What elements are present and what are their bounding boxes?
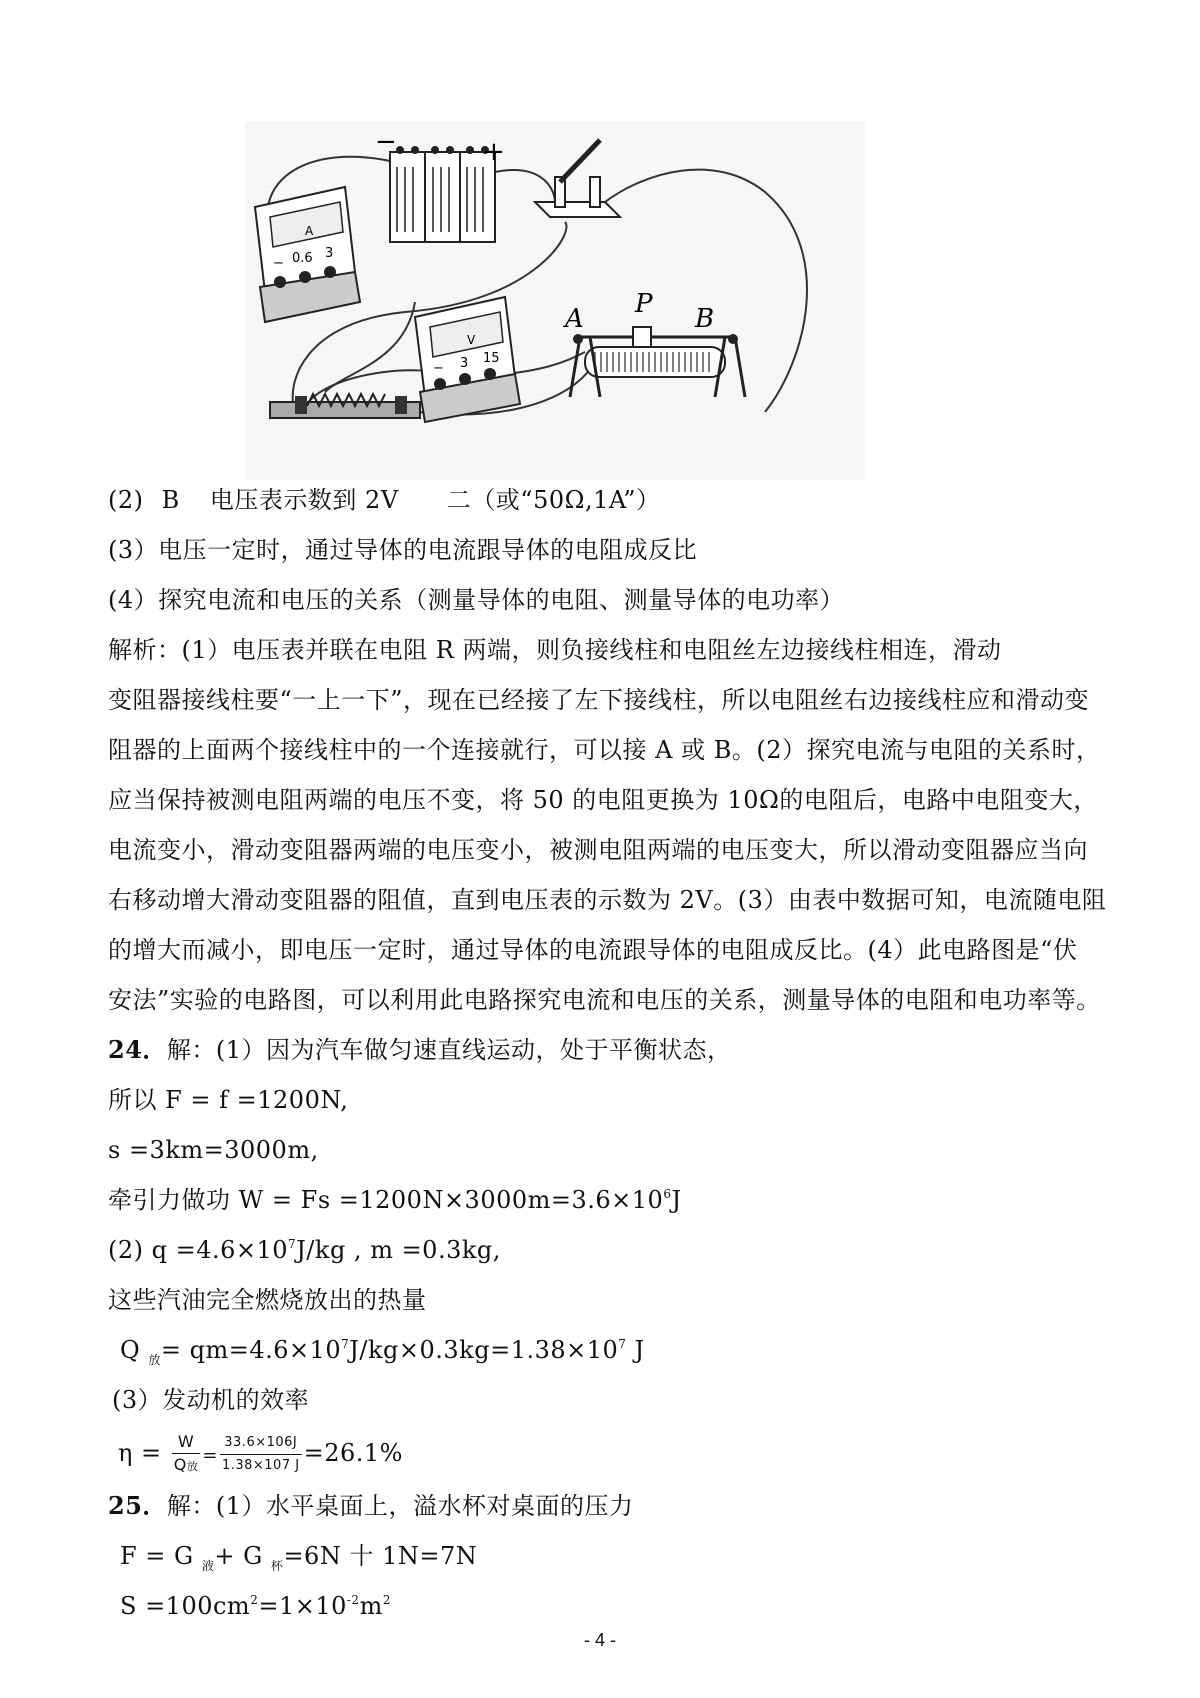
q24-line1 — [108, 1034, 732, 1066]
ammeter-terminal-06: 0.6 — [292, 251, 313, 266]
analysis-line: 安法”实验的电路图，可以利用此电路探究电流和电压的关系，测量导体的电阻和电功率等。 — [108, 986, 1101, 1014]
q24-heat-c: J — [626, 1336, 645, 1364]
answer-q2 — [108, 484, 660, 516]
q24-q-text: (2) q =4.6×10 — [108, 1236, 289, 1264]
q24-fraction-1-den-sub: 放 — [186, 1460, 199, 1473]
q24-line2: 所以 F = f =1200N, — [108, 1086, 349, 1114]
ammeter-terminal-neg: − — [273, 256, 284, 271]
q24-work-text: 牵引力做功 W = Fs =1200N×3000m=3.6×10 — [108, 1186, 664, 1214]
q25-s-mid2: m — [359, 1592, 383, 1620]
q24-heat-exp2: 7 — [618, 1337, 627, 1351]
q24-line6: 这些汽油完全燃烧放出的热量 — [108, 1286, 427, 1314]
q25-f-post: =6N 十 1N=7N — [283, 1542, 478, 1570]
voltmeter-terminal-neg: − — [433, 361, 444, 376]
q25-s-exp3: 2 — [382, 1593, 391, 1607]
voltmeter-unit-label: V — [467, 333, 476, 347]
answer-q2-part: (2) — [108, 486, 144, 514]
rheostat-label-p: P — [635, 289, 653, 319]
q24-line7 — [120, 1334, 645, 1370]
answer-q2-b: 二（或“50Ω,1A”） — [446, 486, 661, 514]
q24-fraction-1 — [172, 1431, 201, 1478]
analysis-line: 应当保持被测电阻两端的电压不变，将 50 的电阻更换为 10Ω的电阻后，电路中电阻变大， — [108, 786, 1098, 814]
rheostat-label-a: A — [565, 304, 584, 334]
q25-f-sub2: 杯 — [270, 1559, 284, 1573]
q24-heat-a: = qm=4.6×10 — [160, 1336, 342, 1364]
q24-line3: s =3km=3000m, — [108, 1136, 319, 1164]
analysis-line: 右移动增大滑动变阻器的阻值，直到电压表的示数为 2V。(3）由表中数据可知，电流随电阻 — [108, 886, 1107, 914]
analysis-line: 阻器的上面两个接线柱中的一个连接就行，可以接 A 或 B。(2）探究电流与电阻的关系时， — [108, 736, 1101, 764]
q24-q-exp: 7 — [288, 1237, 297, 1251]
analysis-line: 解析：(1）电压表并联在电阻 R 两端，则负接线柱和电阻丝左边接线柱相连，滑动 — [108, 636, 1002, 664]
analysis-line: 的增大而减小，即电压一定时，通过导体的电流跟导体的电阻成反比。(4）此电路图是“伏 — [108, 936, 1078, 964]
q25-s-exp1: 2 — [250, 1593, 259, 1607]
q24-fraction-1-den-q: Q — [173, 1455, 187, 1474]
q25-text: 解：(1）水平桌面上，溢水杯对桌面的压力 — [166, 1492, 634, 1520]
answer-q4: (4）探究电流和电压的关系（测量导体的电阻、测量导体的电功率） — [108, 586, 845, 614]
q24-heat-b: J/kg×0.3kg=1.38×10 — [349, 1336, 619, 1364]
ammeter-terminal-3: 3 — [325, 246, 334, 261]
answer-q2-a: 电压表示数到 2V — [209, 486, 399, 514]
q24-work-unit: J — [671, 1186, 682, 1214]
q24-line5 — [108, 1234, 501, 1266]
q24-eta-result: =26.1% — [303, 1439, 403, 1467]
ammeter-unit-label: A — [305, 224, 314, 238]
answer-q2-choice: B — [161, 486, 180, 514]
q25-s-exp2: -2 — [346, 1593, 360, 1607]
q25-s-mid: =1×10 — [258, 1592, 347, 1620]
voltmeter-terminal-15: 15 — [483, 351, 500, 366]
q25-force — [120, 1540, 477, 1576]
q24-text: 解：(1）因为汽车做匀速直线运动，处于平衡状态， — [166, 1036, 732, 1064]
q24-line8: (3）发动机的效率 — [112, 1386, 310, 1414]
q25-s-pre: S =100cm — [120, 1592, 251, 1620]
q24-fraction-2-num: 33.6×106J — [220, 1432, 302, 1455]
circuit-figure — [245, 122, 865, 480]
rheostat-label-b: B — [695, 304, 715, 334]
q24-efficiency: η = $\frac{W}{\text{Q放}}$ = $\frac{33.6\times 106J}{1.38\times 107 J}$ =26.1% — [118, 1430, 403, 1479]
analysis-line: 变阻器接线柱要“一上一下”，现在已经接了左下接线柱，所以电阻丝右边接线柱应和滑动变 — [108, 686, 1090, 714]
analysis-line: 电流变小，滑动变阻器两端的电压变小，被测电阻两端的电压变大，所以滑动变阻器应当向 — [108, 836, 1088, 864]
q24-fraction-1-num: W — [172, 1431, 201, 1454]
circuit-diagram — [245, 122, 865, 480]
q24-qfang-sub: 放 — [148, 1353, 161, 1367]
q24-line4 — [108, 1184, 682, 1216]
q24-fraction-2-den: 1.38×107 J — [221, 1458, 300, 1473]
answer-q3: (3）电压一定时，通过导体的电流跟导体的电阻成反比 — [108, 536, 698, 564]
q25-number: 25． — [108, 1491, 167, 1520]
page-number: - 4 - — [583, 1630, 616, 1650]
q25-f-pre: F = G — [120, 1542, 194, 1570]
q25-area — [120, 1590, 391, 1622]
q24-heat-exp1: 7 — [341, 1337, 350, 1351]
q24-qfang: Q — [120, 1336, 141, 1364]
q24-eta: η = — [118, 1439, 162, 1467]
q24-number: 24． — [108, 1035, 167, 1064]
q25-f-sub1: 液 — [201, 1559, 215, 1573]
q24-q-rest: J/kg , m =0.3kg, — [296, 1236, 501, 1264]
q25-f-mid: + G — [214, 1542, 263, 1570]
q24-work-exp: 6 — [663, 1187, 672, 1201]
battery-icon — [390, 146, 495, 242]
q24-fraction-1-den — [172, 1454, 201, 1478]
battery-plus-label: + — [483, 137, 505, 167]
q24-fraction-2 — [220, 1432, 302, 1477]
battery-minus-label: − — [375, 127, 397, 157]
voltmeter-terminal-3: 3 — [460, 356, 469, 371]
q25-line1 — [108, 1490, 634, 1522]
